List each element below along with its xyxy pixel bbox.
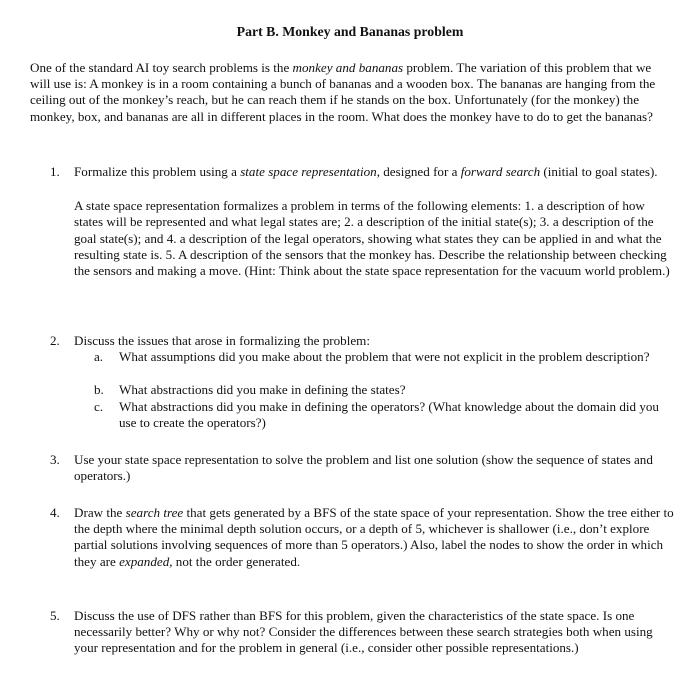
question-body bbox=[74, 608, 674, 657]
q4-emphasis-2: expanded, bbox=[119, 553, 173, 569]
q4-emphasis-1: search tree bbox=[125, 505, 184, 520]
subquestion-letter: a. bbox=[94, 349, 104, 364]
page-title: Part B. Monkey and Bananas problem bbox=[236, 24, 464, 39]
question-number: 5. bbox=[50, 608, 60, 623]
question-body bbox=[74, 164, 674, 279]
question-3-text: Use your state space representation to solve the problem and list one solution (show the sequence of states and operators.) bbox=[74, 452, 653, 484]
subquestion-letter: c. bbox=[94, 399, 104, 414]
question-1-prompt bbox=[74, 164, 674, 180]
q1-text-a: Formalize this problem using a bbox=[74, 164, 241, 179]
q1-text-c: (initial to goal states). bbox=[540, 164, 658, 179]
q4-text-c: not the order generated. bbox=[172, 553, 301, 569]
subquestion-text: What abstractions did you make in defining the operators? (What knowledge about the domain did you use to create the operators?) bbox=[119, 399, 659, 431]
question-2-prompt: Discuss the issues that arose in formalizing the problem: bbox=[74, 333, 371, 348]
question-number: 3. bbox=[50, 452, 60, 467]
question-number: 2. bbox=[50, 333, 60, 348]
question-body bbox=[74, 505, 674, 570]
question-5-text: Discuss the use of DFS rather than BFS for this problem, given the characteristics of the state space. Is one necessarily better? Why or why not? Consider the differences between these search strategies both when using your representation and for the problem in general (i.e., consider other possible representations.) bbox=[74, 608, 653, 656]
question-number: 1. bbox=[50, 164, 60, 179]
subquestion-letter: b. bbox=[94, 382, 104, 397]
question-body bbox=[74, 452, 674, 484]
question-body bbox=[74, 333, 674, 349]
intro-text-1: One of the standard AI toy search problems is the bbox=[30, 60, 293, 75]
q4-text-a: Draw the bbox=[74, 505, 126, 520]
subquestion-text: What assumptions did you make about the problem that were not explicit in the problem description? bbox=[119, 349, 650, 364]
subquestion-text: What abstractions did you make in defining the states? bbox=[119, 382, 406, 397]
question-4-text bbox=[74, 505, 674, 570]
intro-paragraph bbox=[30, 60, 670, 125]
intro-emphasis: monkey and bananas bbox=[292, 60, 404, 75]
question-number: 4. bbox=[50, 505, 60, 520]
q1-emphasis-2: forward search bbox=[460, 164, 541, 179]
q1-text-b: , designed for a bbox=[376, 164, 461, 179]
q4-text-b: that gets generated by a BFS of the state space of your representation. Show the tree either to the depth where the minimal depth solution occurs, or a depth of 5, whichever is shallower (i.e., don’t explore partial solutions involving sequences of more than 5 operators.) Also, label the nodes to show the order in which they are bbox=[74, 505, 674, 569]
question-1-details: A state space representation formalizes a problem in terms of the following elements: 1. a description of how states will be represented and what legal states are; 2. a description of the initial state(s); 3. a description of the goal state(s); and 4. a description of the legal operators, showing what states they can be applied in and what the resulting state is. 5. A description of the sensors that the monkey has. Describe the relationship between checking the sensors and making a move. (Hint: Think about the state space representation for the vacuum world problem.) bbox=[74, 198, 670, 279]
intro-text-2: problem. The variation of this problem that we will use is: A monkey is in a room containing a bunch of bananas and a wooden box. The bananas are hanging from the ceiling out of the monkey’s reach, but he can reach them if he stands on the box. Unfortunately (for the monkey) the monkey, box, and bananas are all in different places in the room. What does the monkey have to do to get the bananas? bbox=[30, 60, 656, 124]
q1-emphasis-1: state space representation bbox=[240, 164, 377, 179]
